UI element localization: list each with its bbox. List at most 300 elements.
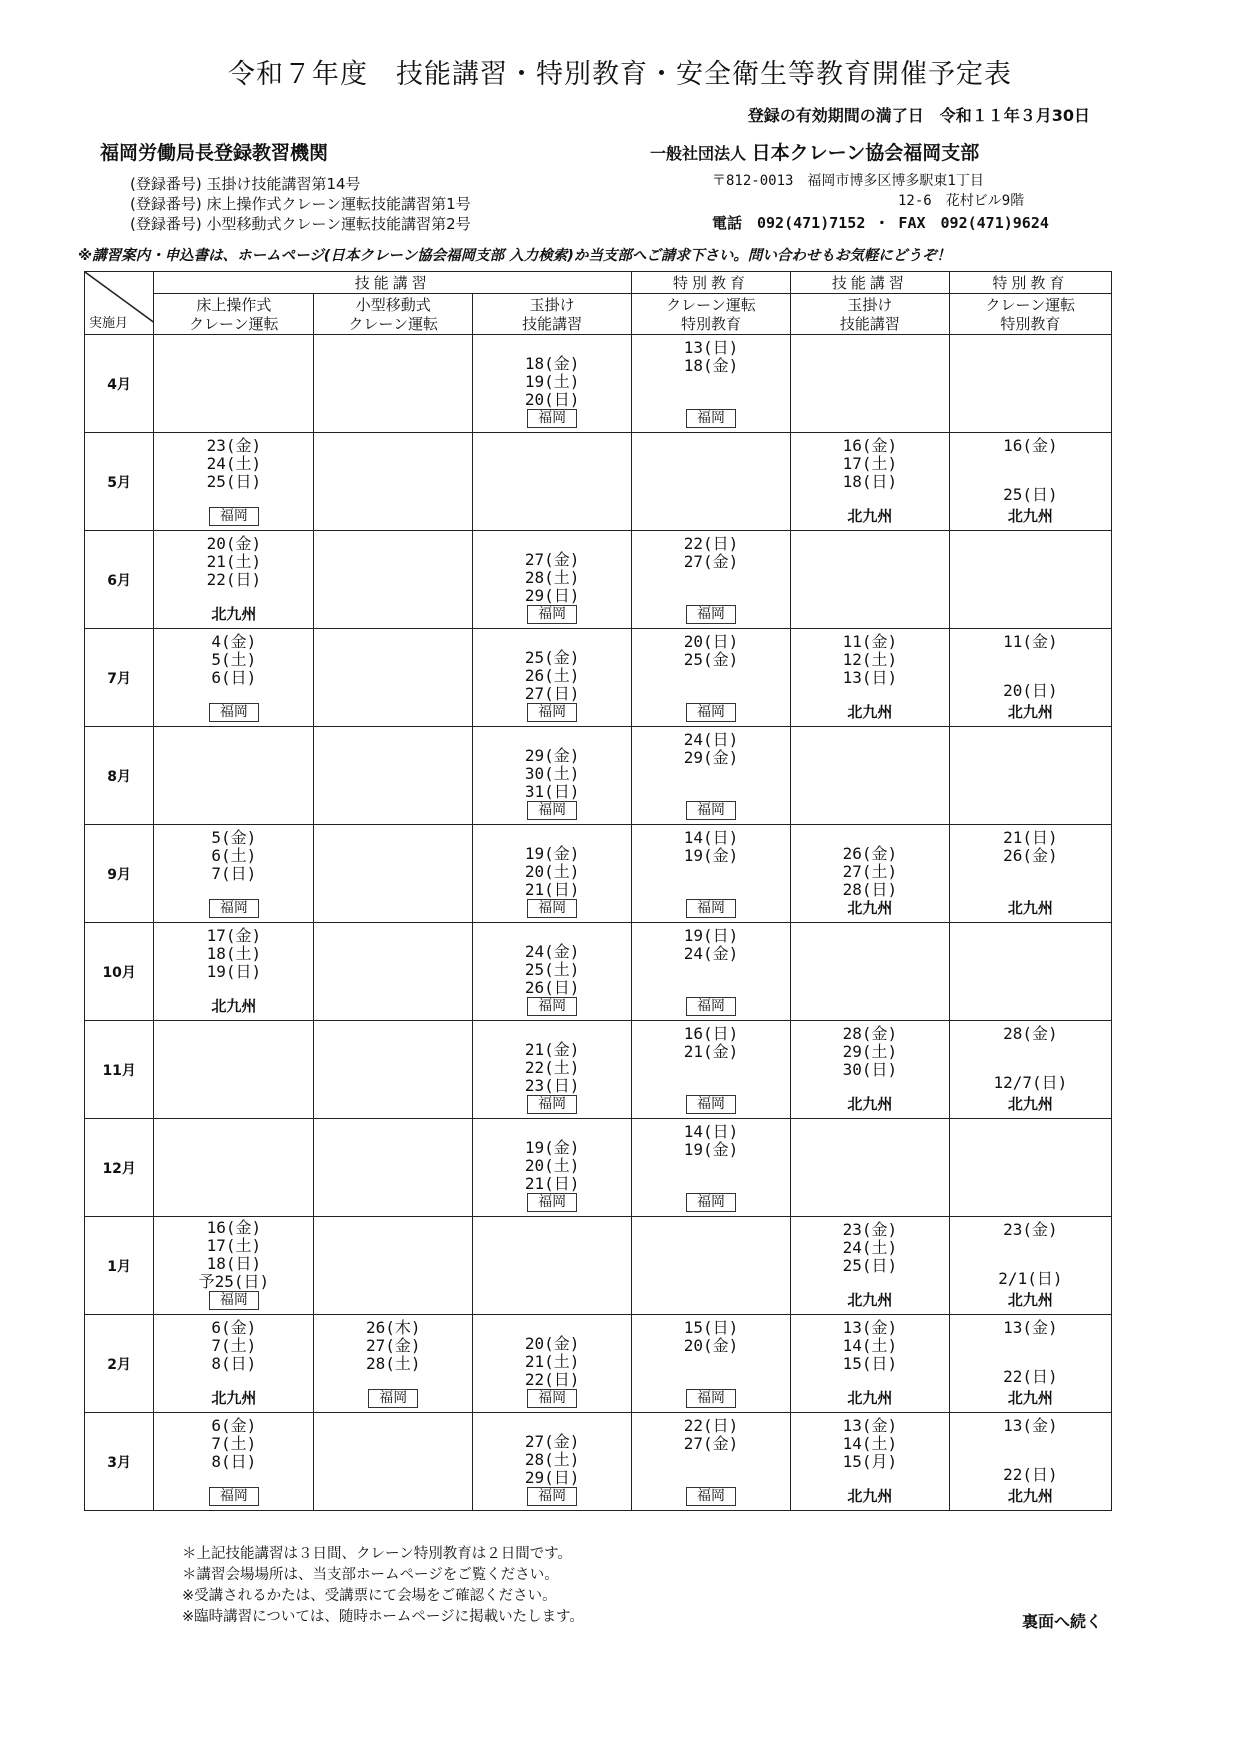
session-date: 16(金) bbox=[1003, 436, 1058, 455]
month-label: 11月 bbox=[85, 1021, 154, 1119]
session-date: 20(日) bbox=[524, 390, 580, 409]
session-date: 12(土) bbox=[842, 650, 898, 669]
session-date: 20(日) bbox=[683, 632, 739, 651]
session-date: 予25(日) bbox=[198, 1272, 270, 1291]
session-date: 13(日) bbox=[842, 668, 898, 687]
session-end-date: 22(日) bbox=[1003, 1367, 1058, 1386]
session-date: 19(金) bbox=[524, 1138, 580, 1157]
session-date: 23(日) bbox=[524, 1076, 580, 1095]
schedule-cell bbox=[473, 433, 632, 531]
session-date: 27(金) bbox=[683, 552, 739, 571]
session-date: 15(日) bbox=[842, 1354, 898, 1373]
phone-fax: 電話 092(471)7152 ・ FAX 092(471)9624 bbox=[712, 214, 1049, 232]
date-list bbox=[473, 355, 631, 409]
page-title: 令和７年度 技能講習・特別教育・安全衛生等教育開催予定表 bbox=[228, 59, 1012, 90]
footnotes bbox=[182, 1544, 584, 1628]
session-date: 6(金) bbox=[211, 1318, 257, 1337]
date-list bbox=[154, 1417, 313, 1471]
schedule-cell bbox=[632, 923, 791, 1021]
month-label: 1月 bbox=[85, 1217, 154, 1315]
address-line-2: 12-6 花村ビル9階 bbox=[898, 193, 1025, 209]
date-list bbox=[154, 1219, 313, 1291]
date-list bbox=[473, 551, 631, 605]
schedule-cell bbox=[314, 1021, 473, 1119]
schedule-cell bbox=[154, 1217, 314, 1315]
schedule-cell bbox=[154, 825, 314, 923]
schedule-cell bbox=[790, 531, 949, 629]
date-list bbox=[632, 1319, 790, 1355]
session-date: 26(日) bbox=[524, 978, 580, 997]
schedule-cell bbox=[314, 727, 473, 825]
column-header: クレーン運転 特別教育 bbox=[632, 294, 791, 335]
schedule-cell bbox=[949, 1217, 1111, 1315]
schedule-cell bbox=[632, 531, 791, 629]
date-list bbox=[473, 1335, 631, 1389]
schedule-cell bbox=[790, 629, 949, 727]
column-header: クレーン運転 特別教育 bbox=[949, 294, 1111, 335]
date-list bbox=[154, 535, 313, 589]
date-list bbox=[950, 829, 1111, 865]
schedule-cell bbox=[949, 629, 1111, 727]
date-list bbox=[154, 1319, 313, 1373]
organization-branch: 日本クレーン協会福岡支部 bbox=[751, 142, 980, 164]
date-list bbox=[791, 1025, 949, 1079]
venue-label: 福岡 bbox=[527, 997, 577, 1016]
schedule-cell bbox=[632, 1217, 791, 1315]
session-date: 27(金) bbox=[365, 1336, 421, 1355]
schedule-cell bbox=[473, 1021, 632, 1119]
group-header: 特別教育 bbox=[949, 272, 1111, 294]
venue-label: 福岡 bbox=[527, 899, 577, 918]
date-list bbox=[791, 1417, 949, 1471]
venue-label: 福岡 bbox=[209, 899, 259, 918]
schedule-cell bbox=[154, 923, 314, 1021]
session-date: 19(金) bbox=[683, 1140, 739, 1159]
schedule-cell bbox=[790, 923, 949, 1021]
venue-label: 福岡 bbox=[527, 1389, 577, 1408]
session-date: 5(土) bbox=[211, 650, 257, 669]
schedule-cell bbox=[473, 727, 632, 825]
session-date: 16(金) bbox=[842, 436, 898, 455]
month-label: 3月 bbox=[85, 1413, 154, 1511]
session-date: 7(土) bbox=[211, 1336, 257, 1355]
schedule-table bbox=[84, 271, 1112, 1511]
schedule-cell bbox=[154, 1413, 314, 1511]
venue-label: 福岡 bbox=[686, 801, 736, 820]
session-date: 26(金) bbox=[1003, 846, 1058, 865]
month-row bbox=[85, 1413, 1112, 1511]
venue-label: 福岡 bbox=[527, 409, 577, 428]
session-date: 28(日) bbox=[842, 880, 898, 899]
schedule-cell bbox=[314, 1413, 473, 1511]
session-date: 22(日) bbox=[524, 1370, 580, 1389]
month-row bbox=[85, 335, 1112, 433]
session-end-date: 25(日) bbox=[1003, 485, 1058, 504]
date-list bbox=[154, 633, 313, 687]
date-list bbox=[950, 1221, 1111, 1239]
session-date: 28(金) bbox=[1003, 1024, 1058, 1043]
session-date: 21(金) bbox=[524, 1040, 580, 1059]
schedule-cell bbox=[473, 1217, 632, 1315]
schedule-cell bbox=[949, 433, 1111, 531]
schedule-cell bbox=[314, 1119, 473, 1217]
session-date: 25(土) bbox=[524, 960, 580, 979]
date-list bbox=[791, 437, 949, 491]
date-list bbox=[950, 1417, 1111, 1435]
schedule-cell bbox=[632, 727, 791, 825]
schedule-cell bbox=[473, 1413, 632, 1511]
venue-label: 北九州 bbox=[847, 1095, 893, 1113]
venue-label: 北九州 bbox=[1007, 899, 1053, 917]
venue-label: 福岡 bbox=[686, 997, 736, 1016]
session-date: 7(土) bbox=[211, 1434, 257, 1453]
session-date: 19(日) bbox=[206, 962, 262, 981]
venue-label: 福岡 bbox=[686, 409, 736, 428]
date-list bbox=[632, 633, 790, 669]
month-label: 5月 bbox=[85, 433, 154, 531]
schedule-cell bbox=[314, 1217, 473, 1315]
session-date: 26(木) bbox=[365, 1318, 421, 1337]
venue-label: 北九州 bbox=[211, 997, 257, 1015]
venue-label: 福岡 bbox=[209, 703, 259, 722]
session-date: 18(金) bbox=[683, 356, 739, 375]
session-date: 24(土) bbox=[206, 454, 262, 473]
venue-label: 北九州 bbox=[847, 1487, 893, 1505]
venue-label: 北九州 bbox=[847, 1291, 893, 1309]
session-date: 22(日) bbox=[683, 534, 739, 553]
session-date: 13(金) bbox=[1003, 1416, 1058, 1435]
date-list bbox=[473, 943, 631, 997]
registration-expiry: 登録の有効期間の満了日 令和１１年３月30日 bbox=[747, 106, 1090, 125]
session-date: 25(金) bbox=[683, 650, 739, 669]
schedule-cell bbox=[949, 1021, 1111, 1119]
venue-label: 福岡 bbox=[686, 1487, 736, 1506]
venue-label: 福岡 bbox=[686, 899, 736, 918]
session-date: 29(日) bbox=[524, 1468, 580, 1487]
venue-label: 福岡 bbox=[209, 507, 259, 526]
organization-type: 一般社団法人 bbox=[650, 144, 747, 163]
session-date: 15(月) bbox=[842, 1452, 898, 1471]
session-date: 26(金) bbox=[842, 844, 898, 863]
schedule-cell bbox=[790, 727, 949, 825]
session-date: 11(金) bbox=[1003, 632, 1058, 651]
schedule-cell bbox=[790, 1119, 949, 1217]
session-date: 16(金) bbox=[206, 1218, 262, 1237]
venue-label: 北九州 bbox=[847, 703, 893, 721]
session-end-date: 20(日) bbox=[1003, 681, 1058, 700]
session-date: 20(金) bbox=[524, 1334, 580, 1353]
venue-label: 北九州 bbox=[211, 1389, 257, 1407]
venue-label: 北九州 bbox=[1007, 1095, 1053, 1113]
footnote: ＊上記技能講習は３日間、クレーン特別教育は２日間です。 bbox=[182, 1546, 573, 1562]
session-end-date: 22(日) bbox=[1003, 1465, 1058, 1484]
session-date: 22(日) bbox=[206, 570, 262, 589]
month-label: 12月 bbox=[85, 1119, 154, 1217]
registration-number: (登録番号) 床上操作式クレーン運転技能講習第1号 bbox=[130, 195, 471, 213]
schedule-cell bbox=[473, 335, 632, 433]
schedule-cell bbox=[790, 1217, 949, 1315]
schedule-cell bbox=[949, 335, 1111, 433]
session-date: 27(金) bbox=[524, 550, 580, 569]
schedule-cell bbox=[473, 825, 632, 923]
session-date: 14(土) bbox=[842, 1434, 898, 1453]
schedule-cell bbox=[314, 531, 473, 629]
schedule-cell bbox=[949, 825, 1111, 923]
schedule-cell bbox=[949, 1119, 1111, 1217]
venue-label: 福岡 bbox=[527, 1193, 577, 1212]
registration-number: (登録番号) 玉掛け技能講習第14号 bbox=[130, 175, 361, 193]
month-row bbox=[85, 727, 1112, 825]
column-header: 床上操作式 クレーン運転 bbox=[154, 294, 314, 335]
schedule-cell bbox=[949, 923, 1111, 1021]
schedule-cell bbox=[314, 825, 473, 923]
session-date: 20(金) bbox=[206, 534, 262, 553]
schedule-cell bbox=[632, 629, 791, 727]
session-date: 25(日) bbox=[842, 1256, 898, 1275]
session-date: 30(日) bbox=[842, 1060, 898, 1079]
session-date: 19(土) bbox=[524, 372, 580, 391]
schedule-cell bbox=[473, 1119, 632, 1217]
venue-label: 北九州 bbox=[847, 899, 893, 917]
session-date: 19(金) bbox=[524, 844, 580, 863]
schedule-cell bbox=[790, 1315, 949, 1413]
session-date: 13(金) bbox=[842, 1318, 898, 1337]
session-date: 17(金) bbox=[206, 926, 262, 945]
month-row bbox=[85, 1021, 1112, 1119]
month-row bbox=[85, 531, 1112, 629]
schedule-cell bbox=[790, 1413, 949, 1511]
schedule-cell bbox=[154, 433, 314, 531]
date-list bbox=[791, 845, 949, 899]
month-label: 7月 bbox=[85, 629, 154, 727]
date-list bbox=[314, 1319, 472, 1373]
session-date: 8(日) bbox=[211, 1452, 257, 1471]
month-label: 9月 bbox=[85, 825, 154, 923]
session-date: 21(金) bbox=[683, 1042, 739, 1061]
date-list bbox=[632, 731, 790, 767]
month-row bbox=[85, 825, 1112, 923]
session-date: 22(土) bbox=[524, 1058, 580, 1077]
session-date: 29(金) bbox=[683, 748, 739, 767]
schedule-cell bbox=[314, 335, 473, 433]
venue-label: 北九州 bbox=[847, 1389, 893, 1407]
venue-label: 北九州 bbox=[1007, 1291, 1053, 1309]
schedule-cell bbox=[154, 335, 314, 433]
date-list bbox=[632, 1417, 790, 1453]
session-date: 26(土) bbox=[524, 666, 580, 685]
footnote: ※受講されるかたは、受講票にて会場をご確認ください。 bbox=[182, 1588, 557, 1604]
venue-label: 福岡 bbox=[686, 1193, 736, 1212]
date-list bbox=[473, 845, 631, 899]
session-date: 6(日) bbox=[211, 668, 257, 687]
session-date: 28(土) bbox=[524, 1450, 580, 1469]
venue-label: 福岡 bbox=[686, 605, 736, 624]
schedule-cell bbox=[314, 433, 473, 531]
session-date: 20(土) bbox=[524, 862, 580, 881]
session-date: 13(金) bbox=[1003, 1318, 1058, 1337]
session-date: 14(日) bbox=[683, 1122, 739, 1141]
session-date: 15(日) bbox=[683, 1318, 739, 1337]
schedule-cell bbox=[949, 1315, 1111, 1413]
session-date: 28(土) bbox=[524, 568, 580, 587]
session-date: 28(金) bbox=[842, 1024, 898, 1043]
month-label: 10月 bbox=[85, 923, 154, 1021]
schedule-cell bbox=[154, 727, 314, 825]
group-header: 技能講習 bbox=[790, 272, 949, 294]
session-end-date: 12/7(日) bbox=[993, 1073, 1068, 1092]
address-line-1: 〒812-0013 福岡市博多区博多駅東1丁目 bbox=[712, 173, 984, 189]
date-list bbox=[154, 829, 313, 883]
schedule-cell bbox=[154, 1021, 314, 1119]
schedule-cell bbox=[154, 1315, 314, 1413]
session-date: 24(土) bbox=[842, 1238, 898, 1257]
schedule-cell bbox=[632, 1119, 791, 1217]
session-date: 7(日) bbox=[211, 864, 257, 883]
schedule-cell bbox=[949, 1413, 1111, 1511]
schedule-cell bbox=[154, 1119, 314, 1217]
venue-label: 北九州 bbox=[847, 507, 893, 525]
month-row bbox=[85, 1217, 1112, 1315]
venue-label: 福岡 bbox=[527, 1095, 577, 1114]
schedule-cell bbox=[632, 1315, 791, 1413]
session-date: 30(土) bbox=[524, 764, 580, 783]
session-date: 19(金) bbox=[683, 846, 739, 865]
session-date: 27(日) bbox=[524, 684, 580, 703]
session-date: 4(金) bbox=[211, 632, 257, 651]
session-date: 18(日) bbox=[206, 1254, 262, 1273]
month-row bbox=[85, 433, 1112, 531]
session-date: 18(土) bbox=[206, 944, 262, 963]
session-date: 11(金) bbox=[842, 632, 898, 651]
venue-label: 福岡 bbox=[527, 801, 577, 820]
group-header: 技能講習 bbox=[154, 272, 632, 294]
schedule-cell bbox=[314, 1315, 473, 1413]
venue-label: 福岡 bbox=[527, 703, 577, 722]
schedule-cell bbox=[632, 1021, 791, 1119]
month-row bbox=[85, 1119, 1112, 1217]
venue-label: 北九州 bbox=[1007, 1487, 1053, 1505]
session-date: 21(土) bbox=[524, 1352, 580, 1371]
venue-label: 福岡 bbox=[686, 703, 736, 722]
footnote: ※臨時講習については、随時ホームページに掲載いたします。 bbox=[182, 1609, 584, 1625]
session-date: 18(金) bbox=[524, 354, 580, 373]
session-date: 17(土) bbox=[206, 1236, 262, 1255]
session-date: 31(日) bbox=[524, 782, 580, 801]
session-date: 13(金) bbox=[842, 1416, 898, 1435]
session-date: 14(日) bbox=[683, 828, 739, 847]
schedule-cell bbox=[154, 629, 314, 727]
session-date: 21(日) bbox=[524, 880, 580, 899]
schedule-cell bbox=[473, 629, 632, 727]
venue-label: 北九州 bbox=[211, 605, 257, 623]
session-end-date: 2/1(日) bbox=[998, 1269, 1063, 1288]
registration-number: (登録番号) 小型移動式クレーン運転技能講習第2号 bbox=[130, 215, 471, 233]
venue-label: 福岡 bbox=[209, 1291, 259, 1310]
continue-note: 裏面へ続く bbox=[1021, 1612, 1102, 1631]
schedule-cell bbox=[473, 531, 632, 629]
schedule-cell bbox=[632, 825, 791, 923]
schedule-cell bbox=[949, 531, 1111, 629]
session-date: 23(金) bbox=[842, 1220, 898, 1239]
date-list bbox=[473, 747, 631, 801]
date-list bbox=[791, 633, 949, 687]
session-date: 29(日) bbox=[524, 586, 580, 605]
session-date: 25(日) bbox=[206, 472, 262, 491]
date-list bbox=[473, 649, 631, 703]
column-header: 玉掛け 技能講習 bbox=[790, 294, 949, 335]
month-label: 4月 bbox=[85, 335, 154, 433]
schedule-cell bbox=[790, 1021, 949, 1119]
date-list bbox=[632, 535, 790, 571]
session-date: 29(土) bbox=[842, 1042, 898, 1061]
month-row bbox=[85, 1315, 1112, 1413]
session-date: 20(金) bbox=[683, 1336, 739, 1355]
date-list bbox=[632, 829, 790, 865]
session-date: 16(日) bbox=[683, 1024, 739, 1043]
venue-label: 福岡 bbox=[527, 1487, 577, 1506]
session-date: 29(金) bbox=[524, 746, 580, 765]
date-list bbox=[950, 1319, 1111, 1337]
month-row bbox=[85, 923, 1112, 1021]
column-header: 小型移動式 クレーン運転 bbox=[314, 294, 473, 335]
date-list bbox=[791, 1221, 949, 1275]
schedule-cell bbox=[632, 335, 791, 433]
footnote: ＊講習会場場所は、当支部ホームページをご覧ください。 bbox=[182, 1567, 559, 1583]
venue-label: 福岡 bbox=[686, 1389, 736, 1408]
session-date: 14(土) bbox=[842, 1336, 898, 1355]
venue-label: 福岡 bbox=[368, 1389, 418, 1408]
month-label: 2月 bbox=[85, 1315, 154, 1413]
session-date: 27(金) bbox=[524, 1432, 580, 1451]
date-list bbox=[632, 927, 790, 963]
session-date: 28(土) bbox=[365, 1354, 421, 1373]
corner-header bbox=[85, 272, 154, 335]
venue-label: 福岡 bbox=[527, 605, 577, 624]
date-list bbox=[950, 633, 1111, 651]
session-date: 24(金) bbox=[524, 942, 580, 961]
date-list bbox=[632, 339, 790, 375]
session-date: 17(土) bbox=[842, 454, 898, 473]
session-date: 13(日) bbox=[683, 338, 739, 357]
month-label: 8月 bbox=[85, 727, 154, 825]
date-list bbox=[154, 927, 313, 981]
session-date: 24(日) bbox=[683, 730, 739, 749]
schedule-cell bbox=[790, 433, 949, 531]
session-date: 27(金) bbox=[683, 1434, 739, 1453]
date-list bbox=[632, 1025, 790, 1061]
schedule-cell bbox=[632, 433, 791, 531]
schedule-cell bbox=[314, 923, 473, 1021]
session-date: 19(日) bbox=[683, 926, 739, 945]
date-list bbox=[632, 1123, 790, 1159]
session-date: 22(日) bbox=[683, 1416, 739, 1435]
date-list bbox=[791, 1319, 949, 1373]
session-date: 6(土) bbox=[211, 846, 257, 865]
session-date: 21(土) bbox=[206, 552, 262, 571]
column-header: 玉掛け 技能講習 bbox=[473, 294, 632, 335]
date-list bbox=[473, 1041, 631, 1095]
session-date: 18(日) bbox=[842, 472, 898, 491]
session-date: 5(金) bbox=[211, 828, 257, 847]
venue-label: 北九州 bbox=[1007, 507, 1053, 525]
schedule-cell bbox=[154, 531, 314, 629]
venue-label: 福岡 bbox=[686, 1095, 736, 1114]
date-list bbox=[154, 437, 313, 491]
application-notice: ※講習案内・申込書は、ホームページ(日本クレーン協会福岡支部 入力検索)か当支部へご請求下さい。問い合わせもお気軽にどうぞ！ bbox=[78, 248, 951, 264]
month-row bbox=[85, 629, 1112, 727]
organization-name bbox=[650, 138, 979, 165]
session-date: 27(土) bbox=[842, 862, 898, 881]
